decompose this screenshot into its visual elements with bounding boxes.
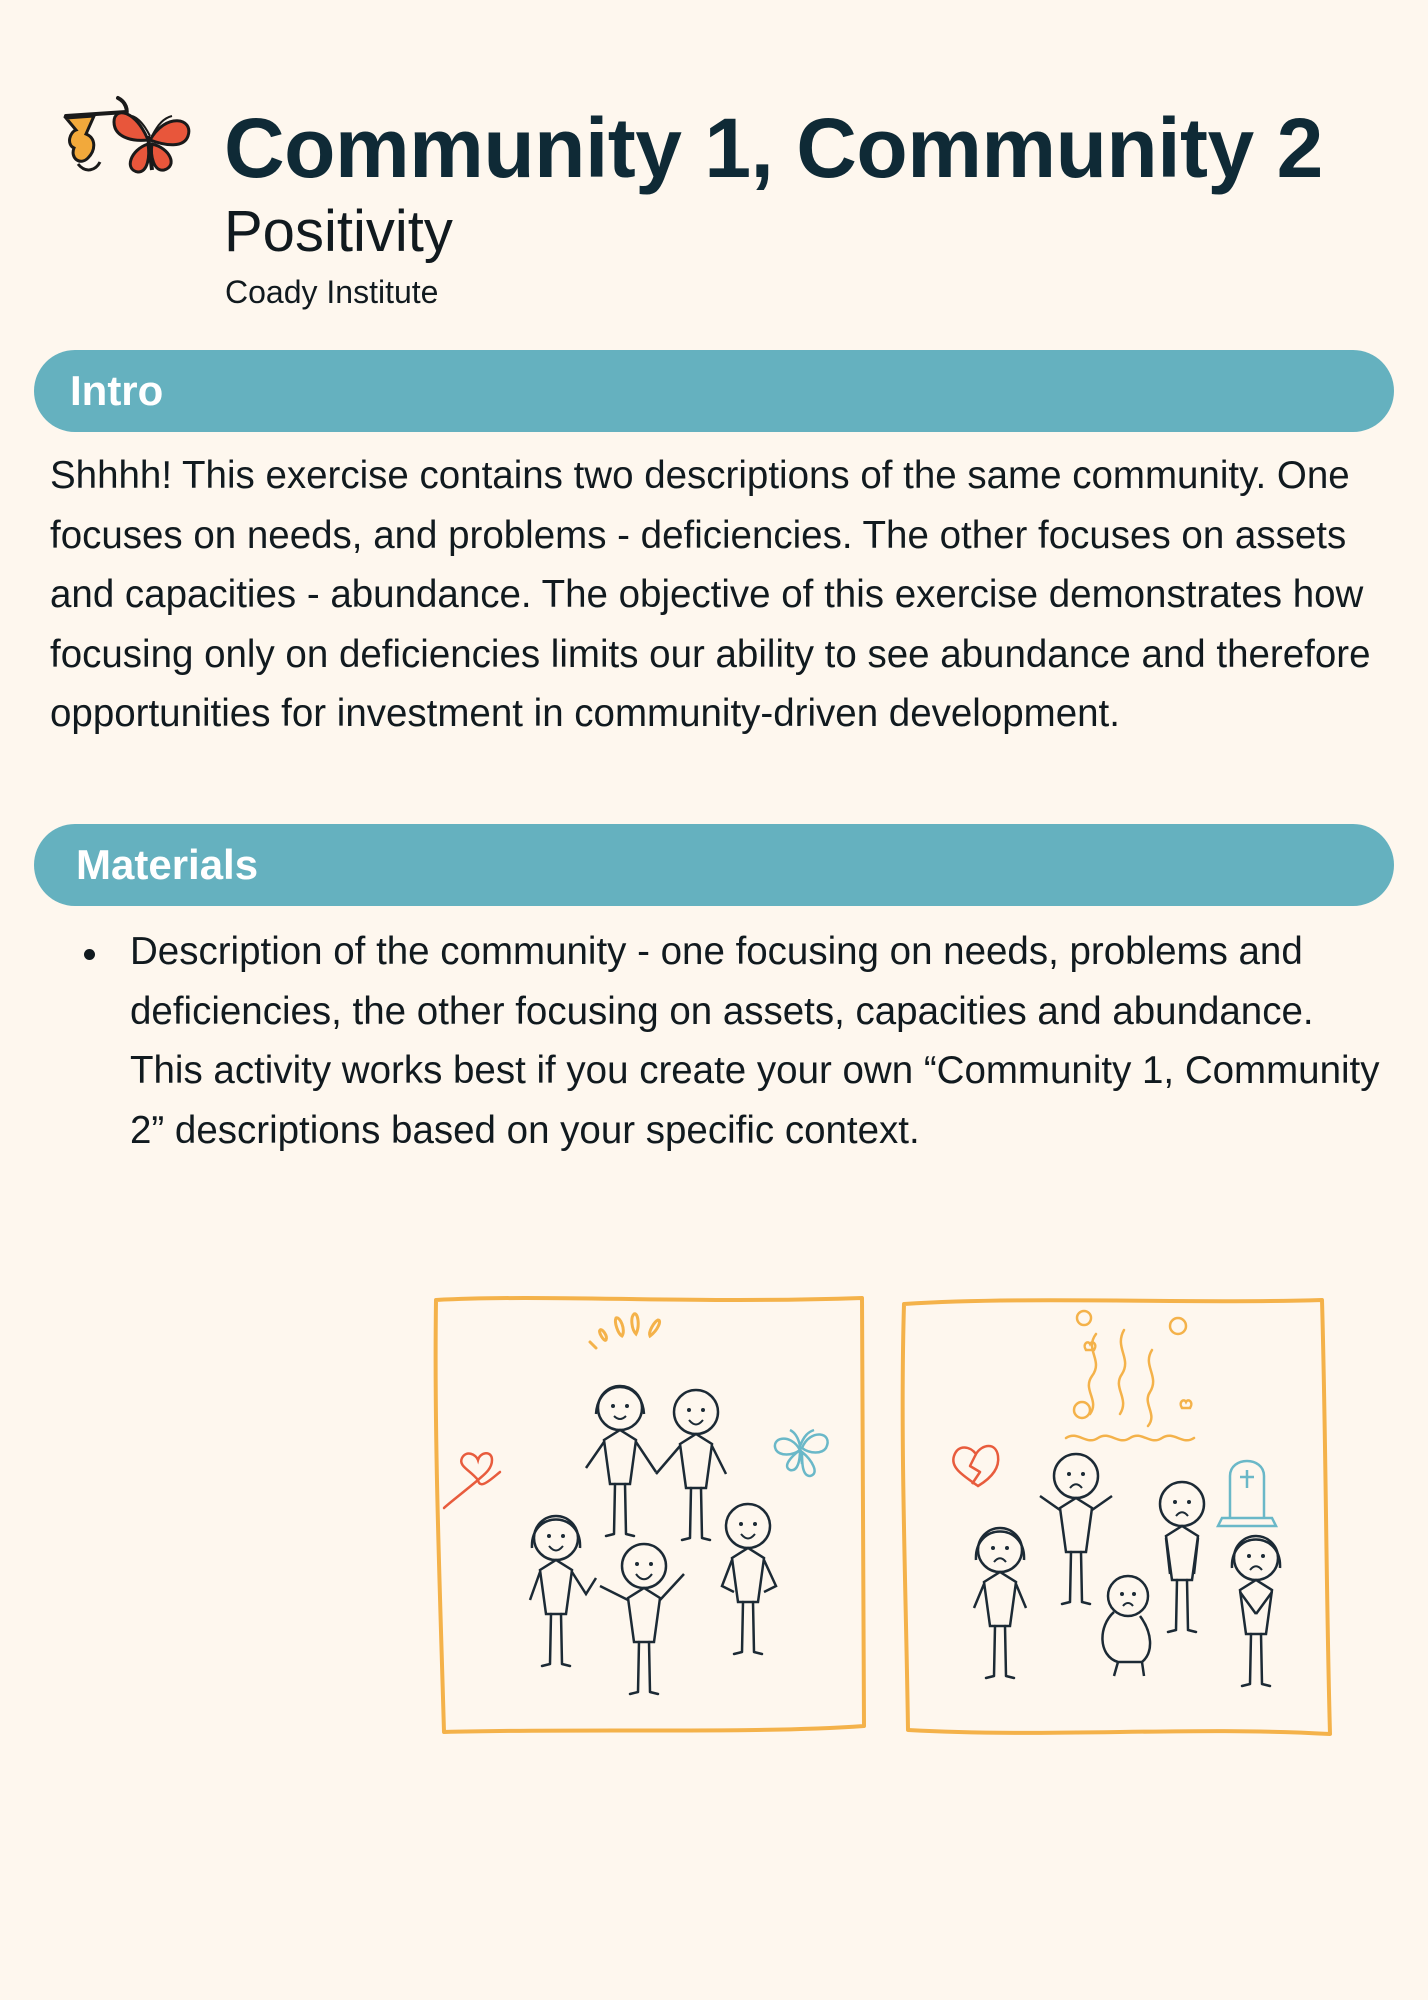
sad-figure [1040,1454,1112,1604]
sad-figure [1102,1576,1150,1676]
happy-figure [656,1390,726,1540]
intro-section-header: Intro [34,350,1394,432]
page-subtitle: Positivity [224,199,453,264]
heart-icon [444,1453,500,1508]
happy-figure [530,1516,596,1666]
sad-figure [1232,1536,1280,1686]
intro-paragraph: Shhhh! This exercise contains two descriptions of the same community. One focuses on needs, and problems - deficiencies. The other focuses on assets and capacities - abundance. The objective of this exercise demonstrates how focusing only on deficiencies limits our ability to see abundance and therefore opportunities for investment in community-driven development. [50,454,1371,735]
organization-name: Coady Institute [225,274,439,310]
materials-list [50,922,1380,1160]
sparkle-icon [590,1314,660,1348]
materials-list-item: Description of the community - one focusing on needs, problems and deficiencies, the other focusing on assets, capacities and abundance. This activity works best if you create your own “Community 1, Community 2” descriptions based on your specific context. [50,922,1380,1160]
happy-figure [722,1504,776,1654]
logo-icon [56,92,206,192]
butterfly-icon [775,1430,828,1476]
community-illustration [430,1290,1340,1760]
sad-figure [1160,1482,1204,1632]
tombstone-icon [1218,1461,1276,1526]
sad-figure [974,1528,1026,1678]
stink-lines-icon [1066,1311,1194,1440]
page-title: Community 1, Community 2 [224,101,1323,195]
deficiency-panel [903,1300,1330,1734]
materials-section-header: Materials [34,824,1394,906]
abundance-panel [436,1298,864,1732]
broken-heart-icon [953,1446,998,1486]
happy-figure [586,1386,656,1536]
happy-figure [600,1544,684,1694]
